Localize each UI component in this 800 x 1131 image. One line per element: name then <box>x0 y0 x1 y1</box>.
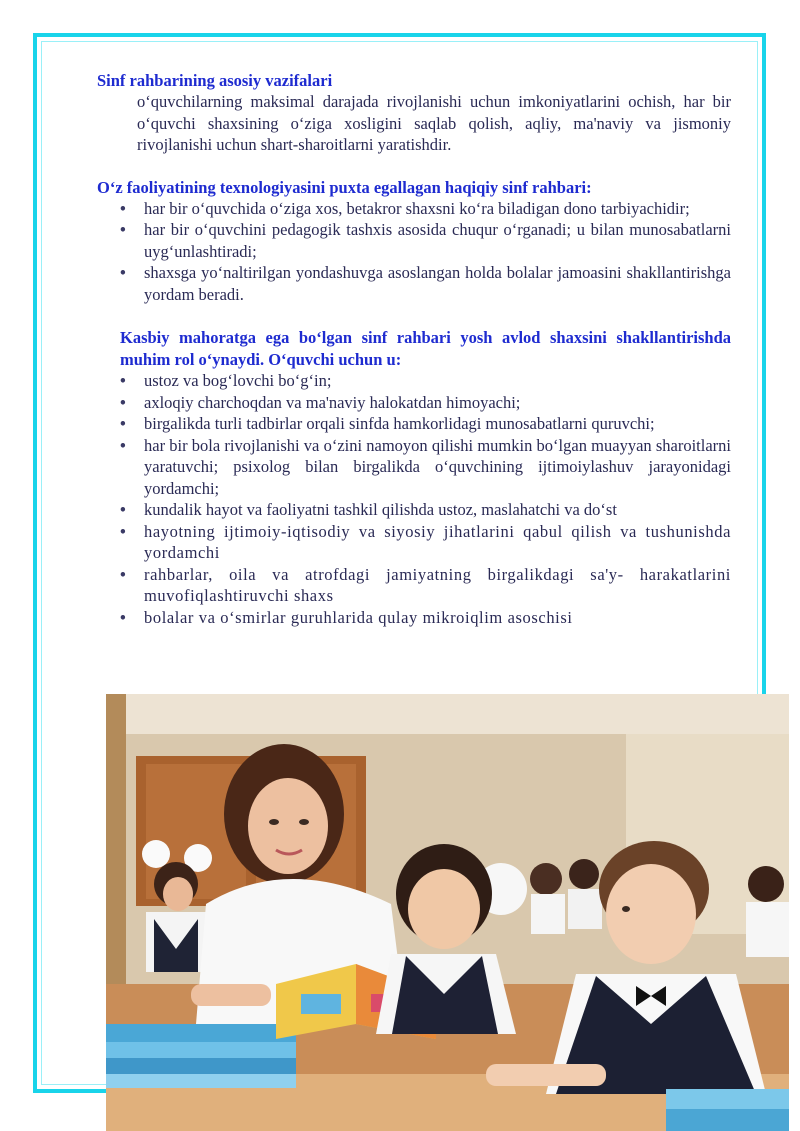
section3-title: Kasbiy mahoratga ega bo‘lgan sinf rahbari yosh avlod shaxsini shakllantirishda muhim rol o‘ynaydi. O‘quvchi uchun u: <box>120 328 731 369</box>
book-stack <box>106 1058 296 1074</box>
section1-title: Sinf rahbarining asosiy vazifalari <box>97 71 333 90</box>
teacher-arm <box>191 984 271 1006</box>
student-hand <box>486 1064 606 1086</box>
bullet-icon: • <box>120 414 126 433</box>
list-item: • kundalik hayot va faoliyatni tashkil qilishda ustoz, maslahatchi va do‘st <box>120 500 617 519</box>
student-head <box>530 863 562 895</box>
bullet-icon: • <box>120 392 126 412</box>
bullet-icon: • <box>120 371 126 390</box>
student-face <box>163 877 193 911</box>
student-shirt <box>531 894 565 934</box>
student-face <box>606 864 696 964</box>
list-item: • bolalar va o‘smirlar guruhlarida qulay mikroiqlim asoschisi <box>120 607 573 627</box>
list-item: • har bir o‘quvchini pedagogik tashxis asosida chuqur o‘rganadi; u bilan munosabatlarni uyg‘unlashtiradi; <box>120 220 731 261</box>
list-item: • ustoz va bog‘lovchi bo‘g‘in; <box>120 371 332 390</box>
list-item: • shaxsga yo‘naltirilgan yondashuvga asoslangan holda bolalar jamoasini shakllantirishga yordam beradi. <box>120 263 731 304</box>
bullet-icon: • <box>120 263 126 282</box>
bullet-icon: • <box>120 500 126 519</box>
teacher-face <box>248 778 328 874</box>
section1-text: o‘quvchilarning maksimal darajada rivojlanishi uchun imkoniyatlarini ochish, har bir o‘quvchi shaxsining o‘ziga xosligini saqlab qolish, aqliy, ma'naviy va jismoniy rivojlanishi uchun shart-sharoitlarni yaratishdir. <box>137 92 731 154</box>
teacher-eye <box>269 819 279 825</box>
hair-bow <box>142 840 170 868</box>
student-face <box>408 869 480 949</box>
student-shirt <box>568 889 602 929</box>
book-stack <box>666 1089 789 1109</box>
ceiling <box>106 694 789 734</box>
section2-list <box>97 198 731 306</box>
bullet-icon: • <box>120 198 126 218</box>
bullet-icon: • <box>120 220 126 239</box>
student-head <box>748 866 784 902</box>
bullet-icon: • <box>120 521 127 541</box>
list-item: • birgalikda turli tadbirlar orqali sinfda hamkorlidagi munosabatlarni quruvchi; <box>120 414 655 433</box>
book-stack <box>666 1109 789 1131</box>
classroom-photo <box>106 694 789 1131</box>
list-item: • rahbarlar, oila va atrofdagi jamiyatning birgalikdagi sa'y- harakatlarini muvofiqlashtiruvchi shaxs <box>120 564 731 605</box>
student-eye <box>622 906 630 912</box>
student-head <box>569 859 599 889</box>
bullet-icon: • <box>120 607 127 627</box>
section2-title: O‘z faoliyatining texnologiyasini puxta egallagan haqiqiy sinf rahbari: <box>97 177 592 197</box>
list-item: • axloqiy charchoqdan va ma'naviy halokatdan himoyachi; <box>120 392 521 412</box>
teacher-eye <box>299 819 309 825</box>
list-item: • har bir o‘quvchida o‘ziga xos, betakror shaxsni ko‘ra biladigan dono tarbiyachidir; <box>120 198 690 218</box>
list-item: • har bir bola rivojlanishi va o‘zini namoyon qilishi mumkin bo‘lgan muayyan sharoitlarni yaratuvchi; psixolog bilan birgalikda o‘quvchining ijtimoiylashuv jarayonidagi yordamchi; <box>120 435 731 498</box>
section3-list <box>97 370 731 628</box>
bullet-icon: • <box>120 564 127 584</box>
document-body <box>97 70 731 628</box>
book-stack <box>106 1042 296 1058</box>
book-stack <box>106 1074 296 1088</box>
classroom-illustration <box>106 694 789 1131</box>
bullet-icon: • <box>120 435 126 455</box>
list-item: • hayotning ijtimoiy-iqtisodiy va siyosiy jihatlarini qabul qilish va tushunishda yordamchi <box>120 521 731 562</box>
book-stack <box>106 1024 296 1042</box>
student-shirt <box>746 902 789 957</box>
book-illustration <box>301 994 341 1014</box>
